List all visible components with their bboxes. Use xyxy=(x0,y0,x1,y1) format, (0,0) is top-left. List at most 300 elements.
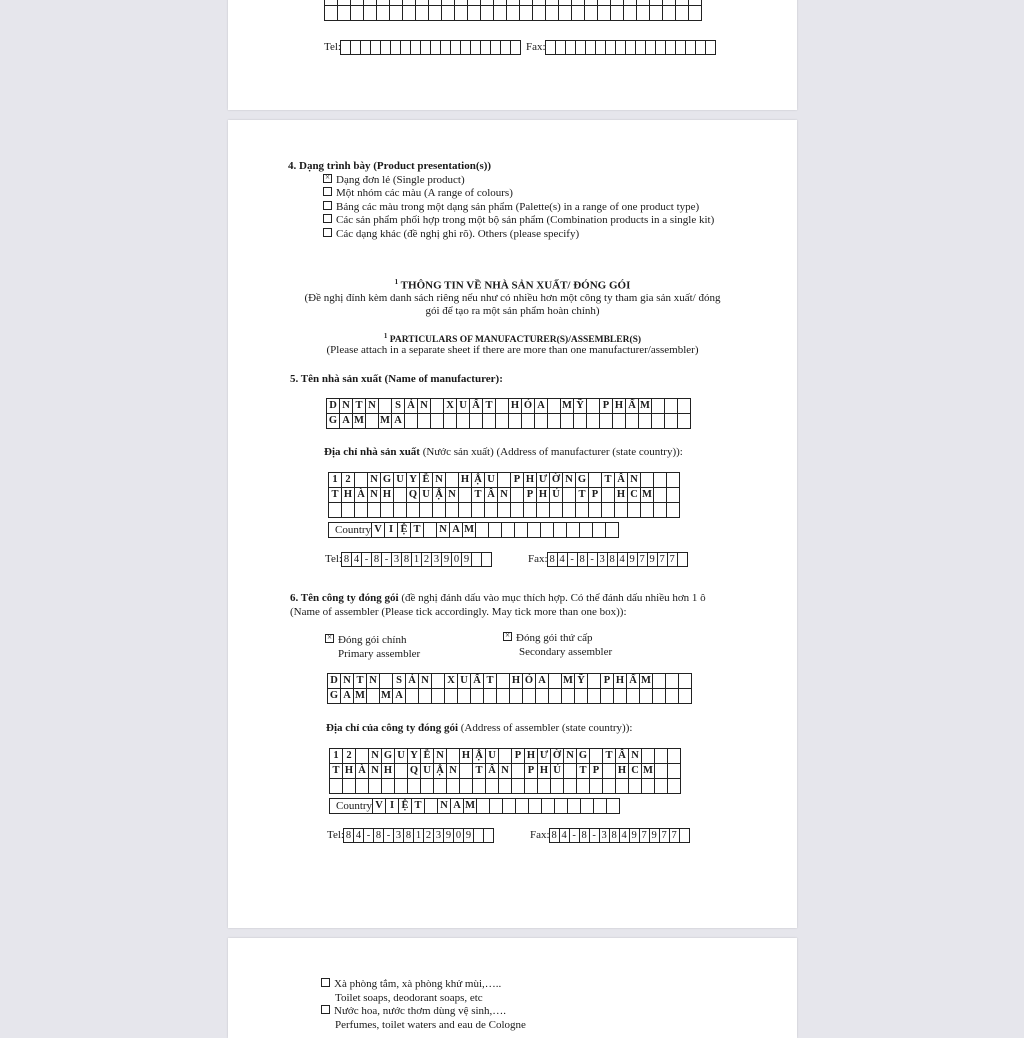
letter-box[interactable]: H xyxy=(538,764,551,779)
digit-box[interactable]: 8 xyxy=(343,828,354,843)
letter-box[interactable] xyxy=(594,799,607,814)
letter-box[interactable] xyxy=(497,689,510,704)
letter-box[interactable]: T xyxy=(472,488,485,503)
assembler-tel-cells[interactable] xyxy=(344,828,494,843)
letter-box[interactable] xyxy=(642,749,655,764)
letter-box[interactable] xyxy=(598,6,611,21)
letter-box[interactable]: S xyxy=(393,674,406,689)
letter-box[interactable] xyxy=(507,6,520,21)
letter-box[interactable]: Ẩ xyxy=(627,674,640,689)
letter-box[interactable] xyxy=(416,6,429,21)
letter-box[interactable] xyxy=(654,503,667,518)
assembler-fax-cells[interactable] xyxy=(550,828,690,843)
letter-box[interactable]: A xyxy=(341,689,354,704)
letter-box[interactable]: H xyxy=(343,764,356,779)
letter-box[interactable]: N xyxy=(629,749,642,764)
letter-box[interactable] xyxy=(679,689,692,704)
letter-box[interactable] xyxy=(424,523,437,538)
letter-box[interactable]: N xyxy=(498,488,511,503)
letter-box[interactable]: T xyxy=(473,764,486,779)
letter-box[interactable]: À xyxy=(356,764,369,779)
digit-box[interactable]: - xyxy=(587,552,598,567)
option-checkbox[interactable] xyxy=(323,228,332,237)
primary-checkbox[interactable] xyxy=(325,634,334,643)
letter-box[interactable] xyxy=(603,779,616,794)
letter-box[interactable] xyxy=(355,473,368,488)
letter-box[interactable]: Ó xyxy=(522,399,535,414)
letter-box[interactable] xyxy=(641,473,654,488)
digit-box[interactable]: 0 xyxy=(451,552,462,567)
letter-box[interactable] xyxy=(355,503,368,518)
letter-box[interactable] xyxy=(589,473,602,488)
letter-box[interactable]: Ư xyxy=(538,749,551,764)
letter-box[interactable]: H xyxy=(509,399,522,414)
digit-box[interactable]: - xyxy=(363,828,374,843)
letter-box[interactable] xyxy=(407,503,420,518)
digit-box[interactable]: 8 xyxy=(373,828,384,843)
letter-box[interactable] xyxy=(468,6,481,21)
letter-box[interactable] xyxy=(458,689,471,704)
digit-box[interactable]: 3 xyxy=(391,552,402,567)
letter-box[interactable] xyxy=(380,674,393,689)
digit-box[interactable]: - xyxy=(381,552,392,567)
letter-box[interactable] xyxy=(351,6,364,21)
letter-box[interactable] xyxy=(533,6,546,21)
letter-box[interactable]: A xyxy=(392,414,405,429)
letter-box[interactable] xyxy=(516,799,529,814)
page1-fax-cells[interactable] xyxy=(546,40,716,55)
letter-box[interactable] xyxy=(689,6,702,21)
letter-box[interactable] xyxy=(562,689,575,704)
digit-box[interactable]: 3 xyxy=(433,828,444,843)
letter-box[interactable]: M xyxy=(562,674,575,689)
letter-box[interactable]: A xyxy=(393,689,406,704)
digit-box[interactable]: 7 xyxy=(659,828,670,843)
letter-box[interactable] xyxy=(590,779,603,794)
letter-box[interactable]: N xyxy=(340,399,353,414)
letter-box[interactable] xyxy=(652,399,665,414)
letter-box[interactable] xyxy=(329,503,342,518)
letter-box[interactable] xyxy=(607,799,620,814)
letter-box[interactable] xyxy=(499,749,512,764)
letter-box[interactable]: M xyxy=(640,674,653,689)
letter-box[interactable] xyxy=(499,779,512,794)
letter-box[interactable] xyxy=(616,779,629,794)
letter-box[interactable] xyxy=(395,779,408,794)
digit-box[interactable] xyxy=(679,828,690,843)
letter-box[interactable]: Ậ xyxy=(433,488,446,503)
letter-box[interactable]: Ư xyxy=(537,473,550,488)
letter-box[interactable]: H xyxy=(459,473,472,488)
letter-box[interactable]: Y xyxy=(407,473,420,488)
letter-box[interactable]: D xyxy=(328,674,341,689)
letter-box[interactable] xyxy=(555,799,568,814)
letter-box[interactable] xyxy=(510,689,523,704)
digit-box[interactable]: 4 xyxy=(619,828,630,843)
letter-box[interactable]: M xyxy=(642,764,655,779)
letter-box[interactable]: I xyxy=(386,799,399,814)
letter-box[interactable]: Ệ xyxy=(399,799,412,814)
letter-box[interactable] xyxy=(489,523,502,538)
letter-box[interactable]: N xyxy=(499,764,512,779)
letter-box[interactable]: N xyxy=(563,473,576,488)
letter-box[interactable]: M xyxy=(354,689,367,704)
letter-box[interactable]: Â xyxy=(615,473,628,488)
letter-box[interactable] xyxy=(408,779,421,794)
letter-box[interactable] xyxy=(447,749,460,764)
letter-box[interactable] xyxy=(524,503,537,518)
letter-box[interactable] xyxy=(575,689,588,704)
letter-box[interactable]: 1 xyxy=(329,473,342,488)
digit-box[interactable]: 8 xyxy=(547,552,558,567)
manufacturer-tel-cells[interactable] xyxy=(342,552,492,567)
letter-box[interactable] xyxy=(394,503,407,518)
digit-box[interactable] xyxy=(677,552,688,567)
letter-box[interactable] xyxy=(406,689,419,704)
letter-box[interactable]: Ễ xyxy=(420,473,433,488)
digit-box[interactable]: 8 xyxy=(371,552,382,567)
letter-box[interactable]: M xyxy=(379,414,392,429)
letter-box[interactable]: H xyxy=(616,764,629,779)
letter-box[interactable]: Ả xyxy=(406,674,419,689)
letter-box[interactable]: U xyxy=(394,473,407,488)
letter-box[interactable]: M xyxy=(380,689,393,704)
letter-box[interactable] xyxy=(679,674,692,689)
manufacturer-fax-cells[interactable] xyxy=(548,552,688,567)
digit-box[interactable]: - xyxy=(383,828,394,843)
letter-box[interactable] xyxy=(459,503,472,518)
letter-box[interactable] xyxy=(367,689,380,704)
presentation-option[interactable] xyxy=(323,201,714,214)
letter-box[interactable] xyxy=(666,689,679,704)
letter-box[interactable] xyxy=(529,799,542,814)
letter-box[interactable]: G xyxy=(576,473,589,488)
letter-box[interactable] xyxy=(419,689,432,704)
assembler-country-row[interactable] xyxy=(329,798,620,814)
letter-box[interactable] xyxy=(381,503,394,518)
letter-box[interactable]: T xyxy=(484,674,497,689)
letter-box[interactable] xyxy=(563,488,576,503)
letter-box[interactable] xyxy=(611,6,624,21)
letter-box[interactable] xyxy=(455,6,468,21)
letter-box[interactable]: C xyxy=(629,764,642,779)
letter-box[interactable] xyxy=(639,414,652,429)
letter-box[interactable] xyxy=(471,689,484,704)
digit-box[interactable]: 9 xyxy=(647,552,658,567)
letter-box[interactable]: U xyxy=(458,674,471,689)
letter-box[interactable] xyxy=(447,779,460,794)
letter-box[interactable] xyxy=(528,523,541,538)
letter-box[interactable] xyxy=(325,6,338,21)
letter-box[interactable] xyxy=(481,6,494,21)
letter-box[interactable]: N xyxy=(433,473,446,488)
letter-box[interactable]: A xyxy=(340,414,353,429)
letter-box[interactable] xyxy=(433,503,446,518)
digit-box[interactable]: 3 xyxy=(599,828,610,843)
letter-box[interactable] xyxy=(490,799,503,814)
letter-box[interactable] xyxy=(654,488,667,503)
letter-box[interactable] xyxy=(655,749,668,764)
letter-box[interactable] xyxy=(554,523,567,538)
letter-box[interactable] xyxy=(627,689,640,704)
letter-box[interactable] xyxy=(572,6,585,21)
letter-box[interactable]: Q xyxy=(407,488,420,503)
letter-box[interactable] xyxy=(580,523,593,538)
letter-box[interactable] xyxy=(551,779,564,794)
digit-box[interactable]: 2 xyxy=(421,552,432,567)
letter-box[interactable] xyxy=(678,399,691,414)
letter-box[interactable]: N xyxy=(369,749,382,764)
category-checkbox[interactable] xyxy=(321,978,330,987)
letter-box[interactable]: N xyxy=(366,399,379,414)
letter-box[interactable]: T xyxy=(330,764,343,779)
letter-box[interactable]: M xyxy=(463,523,476,538)
letter-box[interactable]: Y xyxy=(408,749,421,764)
letter-box[interactable]: M xyxy=(464,799,477,814)
letter-box[interactable] xyxy=(537,503,550,518)
letter-box[interactable] xyxy=(564,779,577,794)
digit-box[interactable]: 7 xyxy=(639,828,650,843)
letter-box[interactable]: Ờ xyxy=(550,473,563,488)
letter-box[interactable] xyxy=(418,414,431,429)
letter-box[interactable]: X xyxy=(445,674,458,689)
digit-box[interactable]: 8 xyxy=(401,552,412,567)
letter-box[interactable] xyxy=(457,414,470,429)
letter-box[interactable] xyxy=(589,503,602,518)
letter-box[interactable]: T xyxy=(483,399,496,414)
product-category-option[interactable] xyxy=(321,1005,526,1032)
digit-box[interactable] xyxy=(481,552,492,567)
letter-box[interactable]: H xyxy=(381,488,394,503)
letter-box[interactable] xyxy=(606,523,619,538)
letter-box[interactable] xyxy=(650,6,663,21)
letter-box[interactable]: H xyxy=(614,674,627,689)
digit-box[interactable]: 9 xyxy=(649,828,660,843)
letter-box[interactable] xyxy=(382,779,395,794)
letter-box[interactable] xyxy=(665,414,678,429)
letter-box[interactable] xyxy=(494,6,507,21)
letter-box[interactable]: U xyxy=(486,749,499,764)
digit-box[interactable]: 4 xyxy=(559,828,570,843)
assembler-address-grid[interactable] xyxy=(329,748,681,794)
letter-box[interactable]: À xyxy=(355,488,368,503)
letter-box[interactable] xyxy=(546,6,559,21)
letter-box[interactable] xyxy=(628,503,641,518)
digit-box[interactable]: 2 xyxy=(423,828,434,843)
letter-box[interactable]: P xyxy=(525,764,538,779)
digit-box[interactable]: 7 xyxy=(637,552,648,567)
letter-box[interactable] xyxy=(613,414,626,429)
letter-box[interactable]: Ậ xyxy=(434,764,447,779)
letter-box[interactable]: M xyxy=(641,488,654,503)
letter-box[interactable] xyxy=(425,799,438,814)
letter-box[interactable] xyxy=(640,689,653,704)
letter-box[interactable]: S xyxy=(392,399,405,414)
letter-box[interactable] xyxy=(541,523,554,538)
digit-box[interactable]: 8 xyxy=(577,552,588,567)
letter-box[interactable] xyxy=(515,523,528,538)
letter-box[interactable] xyxy=(503,799,516,814)
letter-box[interactable]: P xyxy=(590,764,603,779)
letter-box[interactable] xyxy=(390,6,403,21)
letter-box[interactable]: M xyxy=(639,399,652,414)
letter-box[interactable] xyxy=(550,503,563,518)
letter-box[interactable] xyxy=(641,503,654,518)
letter-box[interactable] xyxy=(668,779,681,794)
letter-box[interactable] xyxy=(429,6,442,21)
letter-box[interactable] xyxy=(459,488,472,503)
letter-box[interactable] xyxy=(496,414,509,429)
letter-box[interactable]: Â xyxy=(485,488,498,503)
letter-box[interactable]: T xyxy=(577,764,590,779)
letter-box[interactable]: N xyxy=(341,674,354,689)
letter-box[interactable]: V xyxy=(373,799,386,814)
letter-box[interactable]: Ỹ xyxy=(575,674,588,689)
letter-box[interactable]: Ỹ xyxy=(574,399,587,414)
digit-box[interactable]: 8 xyxy=(549,828,560,843)
letter-box[interactable] xyxy=(590,749,603,764)
letter-box[interactable] xyxy=(655,779,668,794)
letter-box[interactable] xyxy=(535,414,548,429)
assembler-name-grid[interactable] xyxy=(327,673,692,704)
letter-box[interactable] xyxy=(568,799,581,814)
letter-box[interactable]: D xyxy=(327,399,340,414)
letter-box[interactable] xyxy=(668,749,681,764)
letter-box[interactable]: G xyxy=(327,414,340,429)
digit-box[interactable]: 0 xyxy=(453,828,464,843)
letter-box[interactable] xyxy=(511,488,524,503)
letter-box[interactable]: Â xyxy=(616,749,629,764)
letter-box[interactable] xyxy=(666,674,679,689)
letter-box[interactable] xyxy=(470,414,483,429)
letter-box[interactable] xyxy=(485,503,498,518)
letter-box[interactable] xyxy=(637,6,650,21)
digit-box[interactable]: 3 xyxy=(431,552,442,567)
letter-box[interactable] xyxy=(559,6,572,21)
letter-box[interactable]: H xyxy=(615,488,628,503)
letter-box[interactable] xyxy=(486,779,499,794)
letter-box[interactable] xyxy=(653,689,666,704)
letter-box[interactable]: U xyxy=(485,473,498,488)
letter-box[interactable]: T xyxy=(576,488,589,503)
letter-box[interactable] xyxy=(574,414,587,429)
letter-box[interactable] xyxy=(442,6,455,21)
letter-box[interactable] xyxy=(667,473,680,488)
option-checkbox[interactable] xyxy=(323,187,332,196)
letter-box[interactable]: P xyxy=(589,488,602,503)
digit-box[interactable]: - xyxy=(567,552,578,567)
letter-box[interactable] xyxy=(668,764,681,779)
letter-box[interactable] xyxy=(431,399,444,414)
letter-box[interactable]: H xyxy=(382,764,395,779)
letter-box[interactable] xyxy=(432,689,445,704)
presentation-option[interactable] xyxy=(323,174,714,187)
letter-box[interactable]: M xyxy=(561,399,574,414)
letter-box[interactable] xyxy=(338,6,351,21)
letter-box[interactable]: T xyxy=(329,488,342,503)
letter-box[interactable] xyxy=(356,779,369,794)
letter-box[interactable]: T xyxy=(354,674,367,689)
digit-box[interactable]: - xyxy=(569,828,580,843)
letter-box[interactable] xyxy=(624,6,637,21)
letter-box[interactable] xyxy=(603,764,616,779)
letter-box[interactable] xyxy=(564,764,577,779)
letter-box[interactable] xyxy=(536,689,549,704)
letter-box[interactable]: Ờ xyxy=(551,749,564,764)
letter-box[interactable] xyxy=(601,689,614,704)
digit-box[interactable]: 8 xyxy=(579,828,590,843)
letter-box[interactable] xyxy=(561,414,574,429)
letter-box[interactable]: N xyxy=(434,749,447,764)
letter-box[interactable] xyxy=(614,689,627,704)
letter-box[interactable] xyxy=(653,674,666,689)
option-checkbox[interactable] xyxy=(323,174,332,183)
letter-box[interactable]: N xyxy=(438,799,451,814)
letter-box[interactable] xyxy=(395,764,408,779)
digit-box[interactable]: 4 xyxy=(351,552,362,567)
letter-box[interactable] xyxy=(525,779,538,794)
letter-box[interactable]: T xyxy=(353,399,366,414)
digit-box[interactable] xyxy=(705,40,716,55)
letter-box[interactable] xyxy=(512,764,525,779)
letter-box[interactable]: Ấ xyxy=(470,399,483,414)
letter-box[interactable]: 2 xyxy=(342,473,355,488)
letter-box[interactable] xyxy=(600,414,613,429)
letter-box[interactable]: Ó xyxy=(523,674,536,689)
digit-box[interactable]: 7 xyxy=(657,552,668,567)
letter-box[interactable] xyxy=(615,503,628,518)
product-category-option[interactable] xyxy=(321,978,526,1005)
category-checkbox[interactable] xyxy=(321,1005,330,1014)
letter-box[interactable] xyxy=(626,414,639,429)
letter-box[interactable]: T xyxy=(411,523,424,538)
letter-box[interactable]: N xyxy=(447,764,460,779)
letter-box[interactable] xyxy=(369,779,382,794)
digit-box[interactable] xyxy=(483,828,494,843)
letter-box[interactable] xyxy=(549,674,562,689)
digit-box[interactable]: 4 xyxy=(617,552,628,567)
letter-box[interactable]: G xyxy=(328,689,341,704)
letter-box[interactable] xyxy=(512,779,525,794)
letter-box[interactable] xyxy=(588,674,601,689)
letter-box[interactable]: G xyxy=(382,749,395,764)
letter-box[interactable] xyxy=(497,674,510,689)
letter-box[interactable]: H xyxy=(510,674,523,689)
letter-box[interactable]: N xyxy=(628,473,641,488)
letter-box[interactable]: H xyxy=(524,473,537,488)
letter-box[interactable]: A xyxy=(450,523,463,538)
letter-box[interactable] xyxy=(581,799,594,814)
digit-box[interactable]: - xyxy=(589,828,600,843)
digit-box[interactable]: 8 xyxy=(607,552,618,567)
letter-box[interactable] xyxy=(563,503,576,518)
letter-box[interactable]: 2 xyxy=(343,749,356,764)
letter-box[interactable]: V xyxy=(372,523,385,538)
letter-box[interactable] xyxy=(379,399,392,414)
letter-box[interactable] xyxy=(394,488,407,503)
letter-box[interactable]: U xyxy=(457,399,470,414)
letter-box[interactable] xyxy=(602,488,615,503)
letter-box[interactable]: A xyxy=(451,799,464,814)
letter-box[interactable] xyxy=(356,749,369,764)
letter-box[interactable]: X xyxy=(444,399,457,414)
letter-box[interactable]: H xyxy=(537,488,550,503)
digit-box[interactable]: 9 xyxy=(629,828,640,843)
letter-box[interactable] xyxy=(652,414,665,429)
digit-box[interactable]: 9 xyxy=(461,552,472,567)
letter-box[interactable]: G xyxy=(577,749,590,764)
digit-box[interactable]: 9 xyxy=(441,552,452,567)
